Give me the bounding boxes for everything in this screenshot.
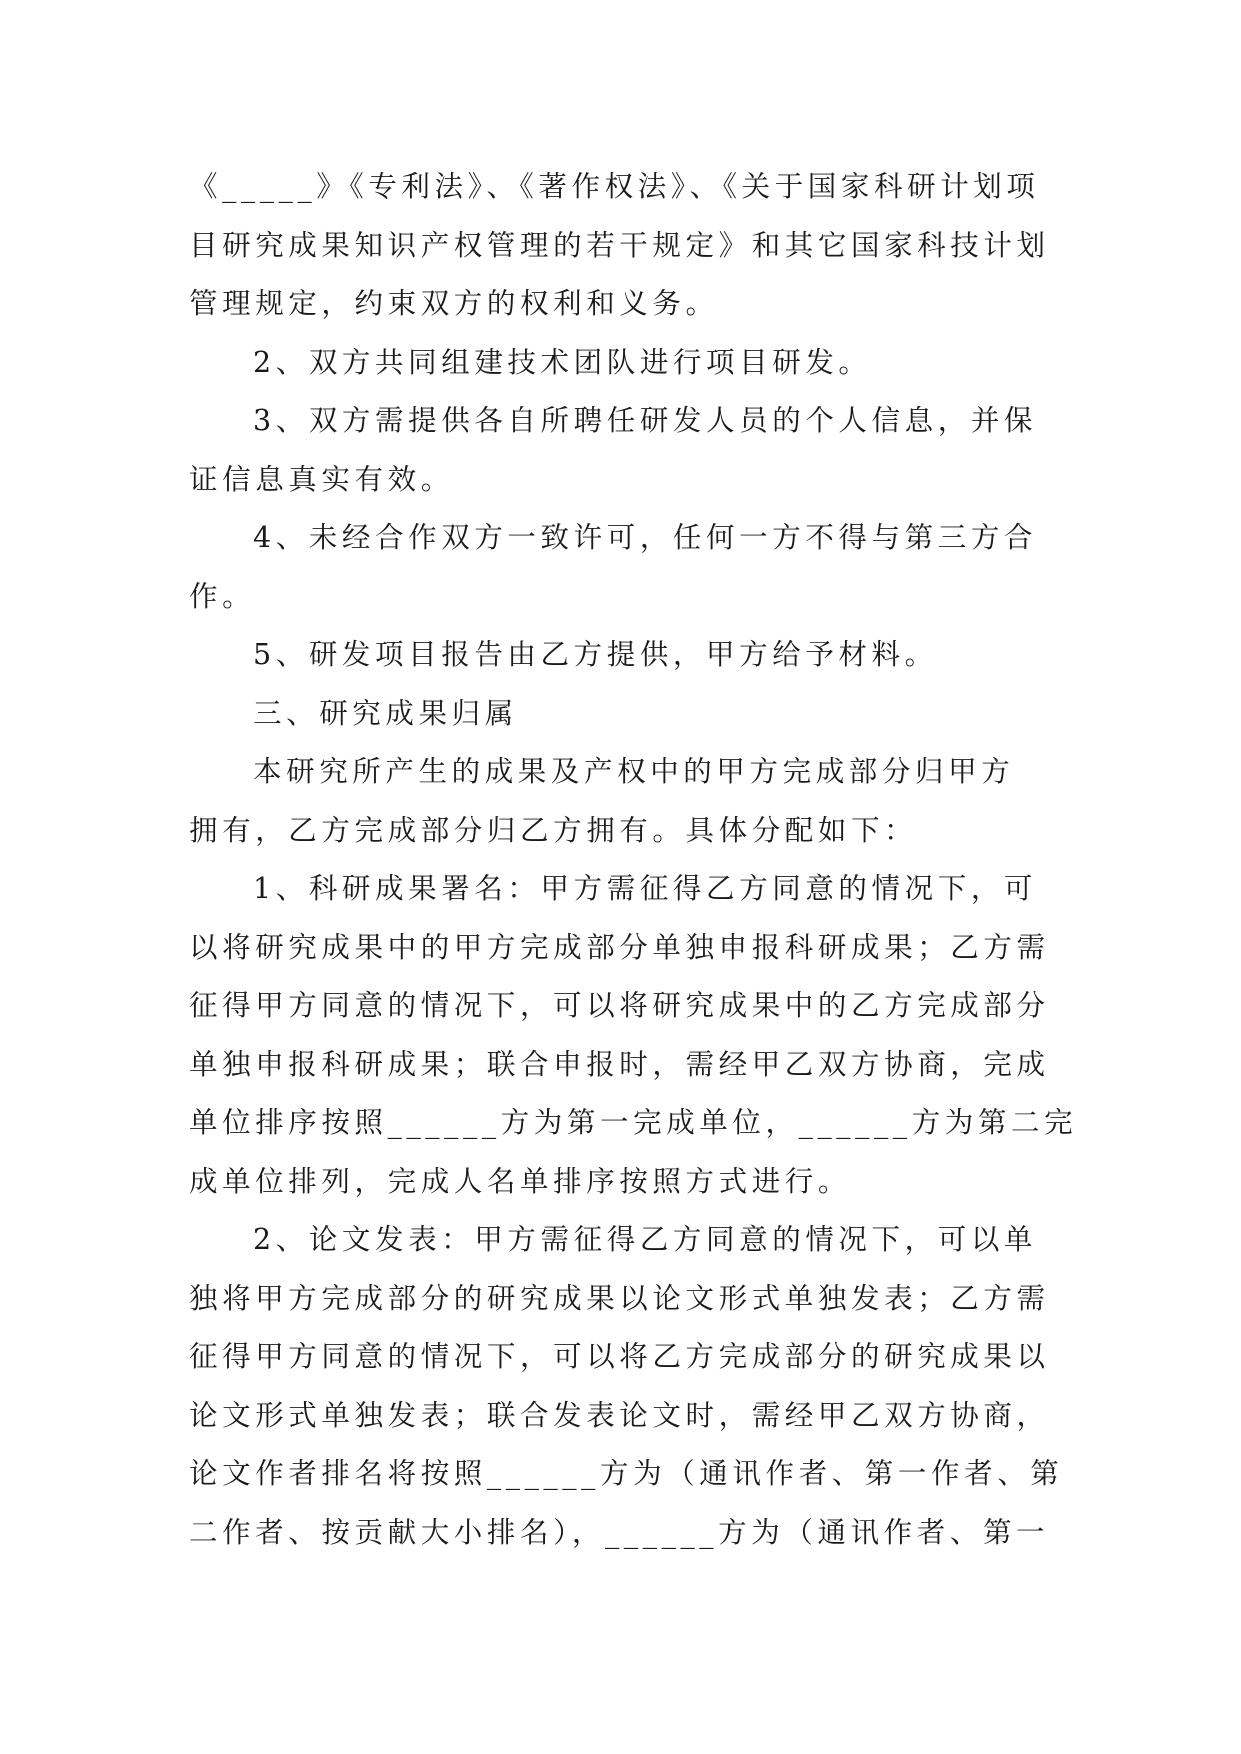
paragraph-paper-publication — [189, 1211, 1064, 1562]
paragraph-item-3 — [189, 392, 1059, 509]
text-line: 作。 — [189, 579, 256, 613]
text-line: 成单位排列，完成人名单排序按照方式进行。 — [189, 1164, 852, 1198]
paragraph-item-2 — [189, 334, 1059, 393]
text-line: 《_____》《专利法》、《著作权法》、《关于国家科研计划项 — [189, 170, 1040, 203]
paragraph-item-5 — [189, 626, 1059, 685]
text-line: 证信息真实有效。 — [189, 462, 454, 496]
text-line: 单位排序按照______方为第一完成单位，______方为第二完 — [189, 1106, 1078, 1139]
text-line: 论文作者排名将按照______方为（通讯作者、第一作者、第 — [189, 1457, 1064, 1490]
text-line: 3、双方需提供各自所聘任研发人员的个人信息，并保 — [253, 404, 1038, 437]
text-line: 征得甲方同意的情况下，可以将乙方完成部分的研究成果以 — [189, 1340, 1050, 1373]
paragraph-item-4 — [189, 509, 1059, 626]
text-line: 论文形式单独发表；联合发表论文时，需经甲乙双方协商， — [189, 1398, 1050, 1432]
text-line: 管理规定，约束双方的权利和义务。 — [189, 287, 719, 320]
text-line: 本研究所产生的成果及产权中的甲方完成部分归甲方 — [253, 755, 1015, 788]
text-line: 二作者、按贡献大小排名），______方为（通讯作者、第一 — [189, 1515, 1050, 1549]
section-heading: 三、研究成果归属 — [253, 696, 518, 730]
section-heading-research-ownership — [189, 685, 1059, 744]
paragraph-legal-basis — [189, 158, 1059, 334]
text-line: 1、科研成果署名：甲方需征得乙方同意的情况下，可 — [253, 872, 1038, 905]
text-line: 拥有，乙方完成部分归乙方拥有。具体分配如下： — [189, 813, 918, 847]
paragraph-research-attribution — [189, 860, 1078, 1211]
paragraph-ownership-intro — [189, 743, 1059, 860]
text-line: 以将研究成果中的甲方完成部分单独申报科研成果；乙方需 — [189, 930, 1050, 964]
text-line: 5、研发项目报告由乙方提供，甲方给予材料。 — [253, 638, 938, 671]
text-line: 单独申报科研成果；联合申报时，需经甲乙双方协商，完成 — [189, 1047, 1050, 1081]
text-line: 2、双方共同组建技术团队进行项目研发。 — [253, 345, 872, 379]
text-line: 目研究成果知识产权管理的若干规定》和其它国家科技计划 — [189, 228, 1050, 262]
text-line: 4、未经合作双方一致许可，任何一方不得与第三方合 — [253, 521, 1038, 554]
text-line: 2、论文发表：甲方需征得乙方同意的情况下，可以单 — [253, 1223, 1038, 1256]
text-line: 征得甲方同意的情况下，可以将研究成果中的乙方完成部分 — [189, 989, 1050, 1022]
text-line: 独将甲方完成部分的研究成果以论文形式单独发表；乙方需 — [189, 1281, 1050, 1315]
document-body — [189, 158, 1078, 1562]
